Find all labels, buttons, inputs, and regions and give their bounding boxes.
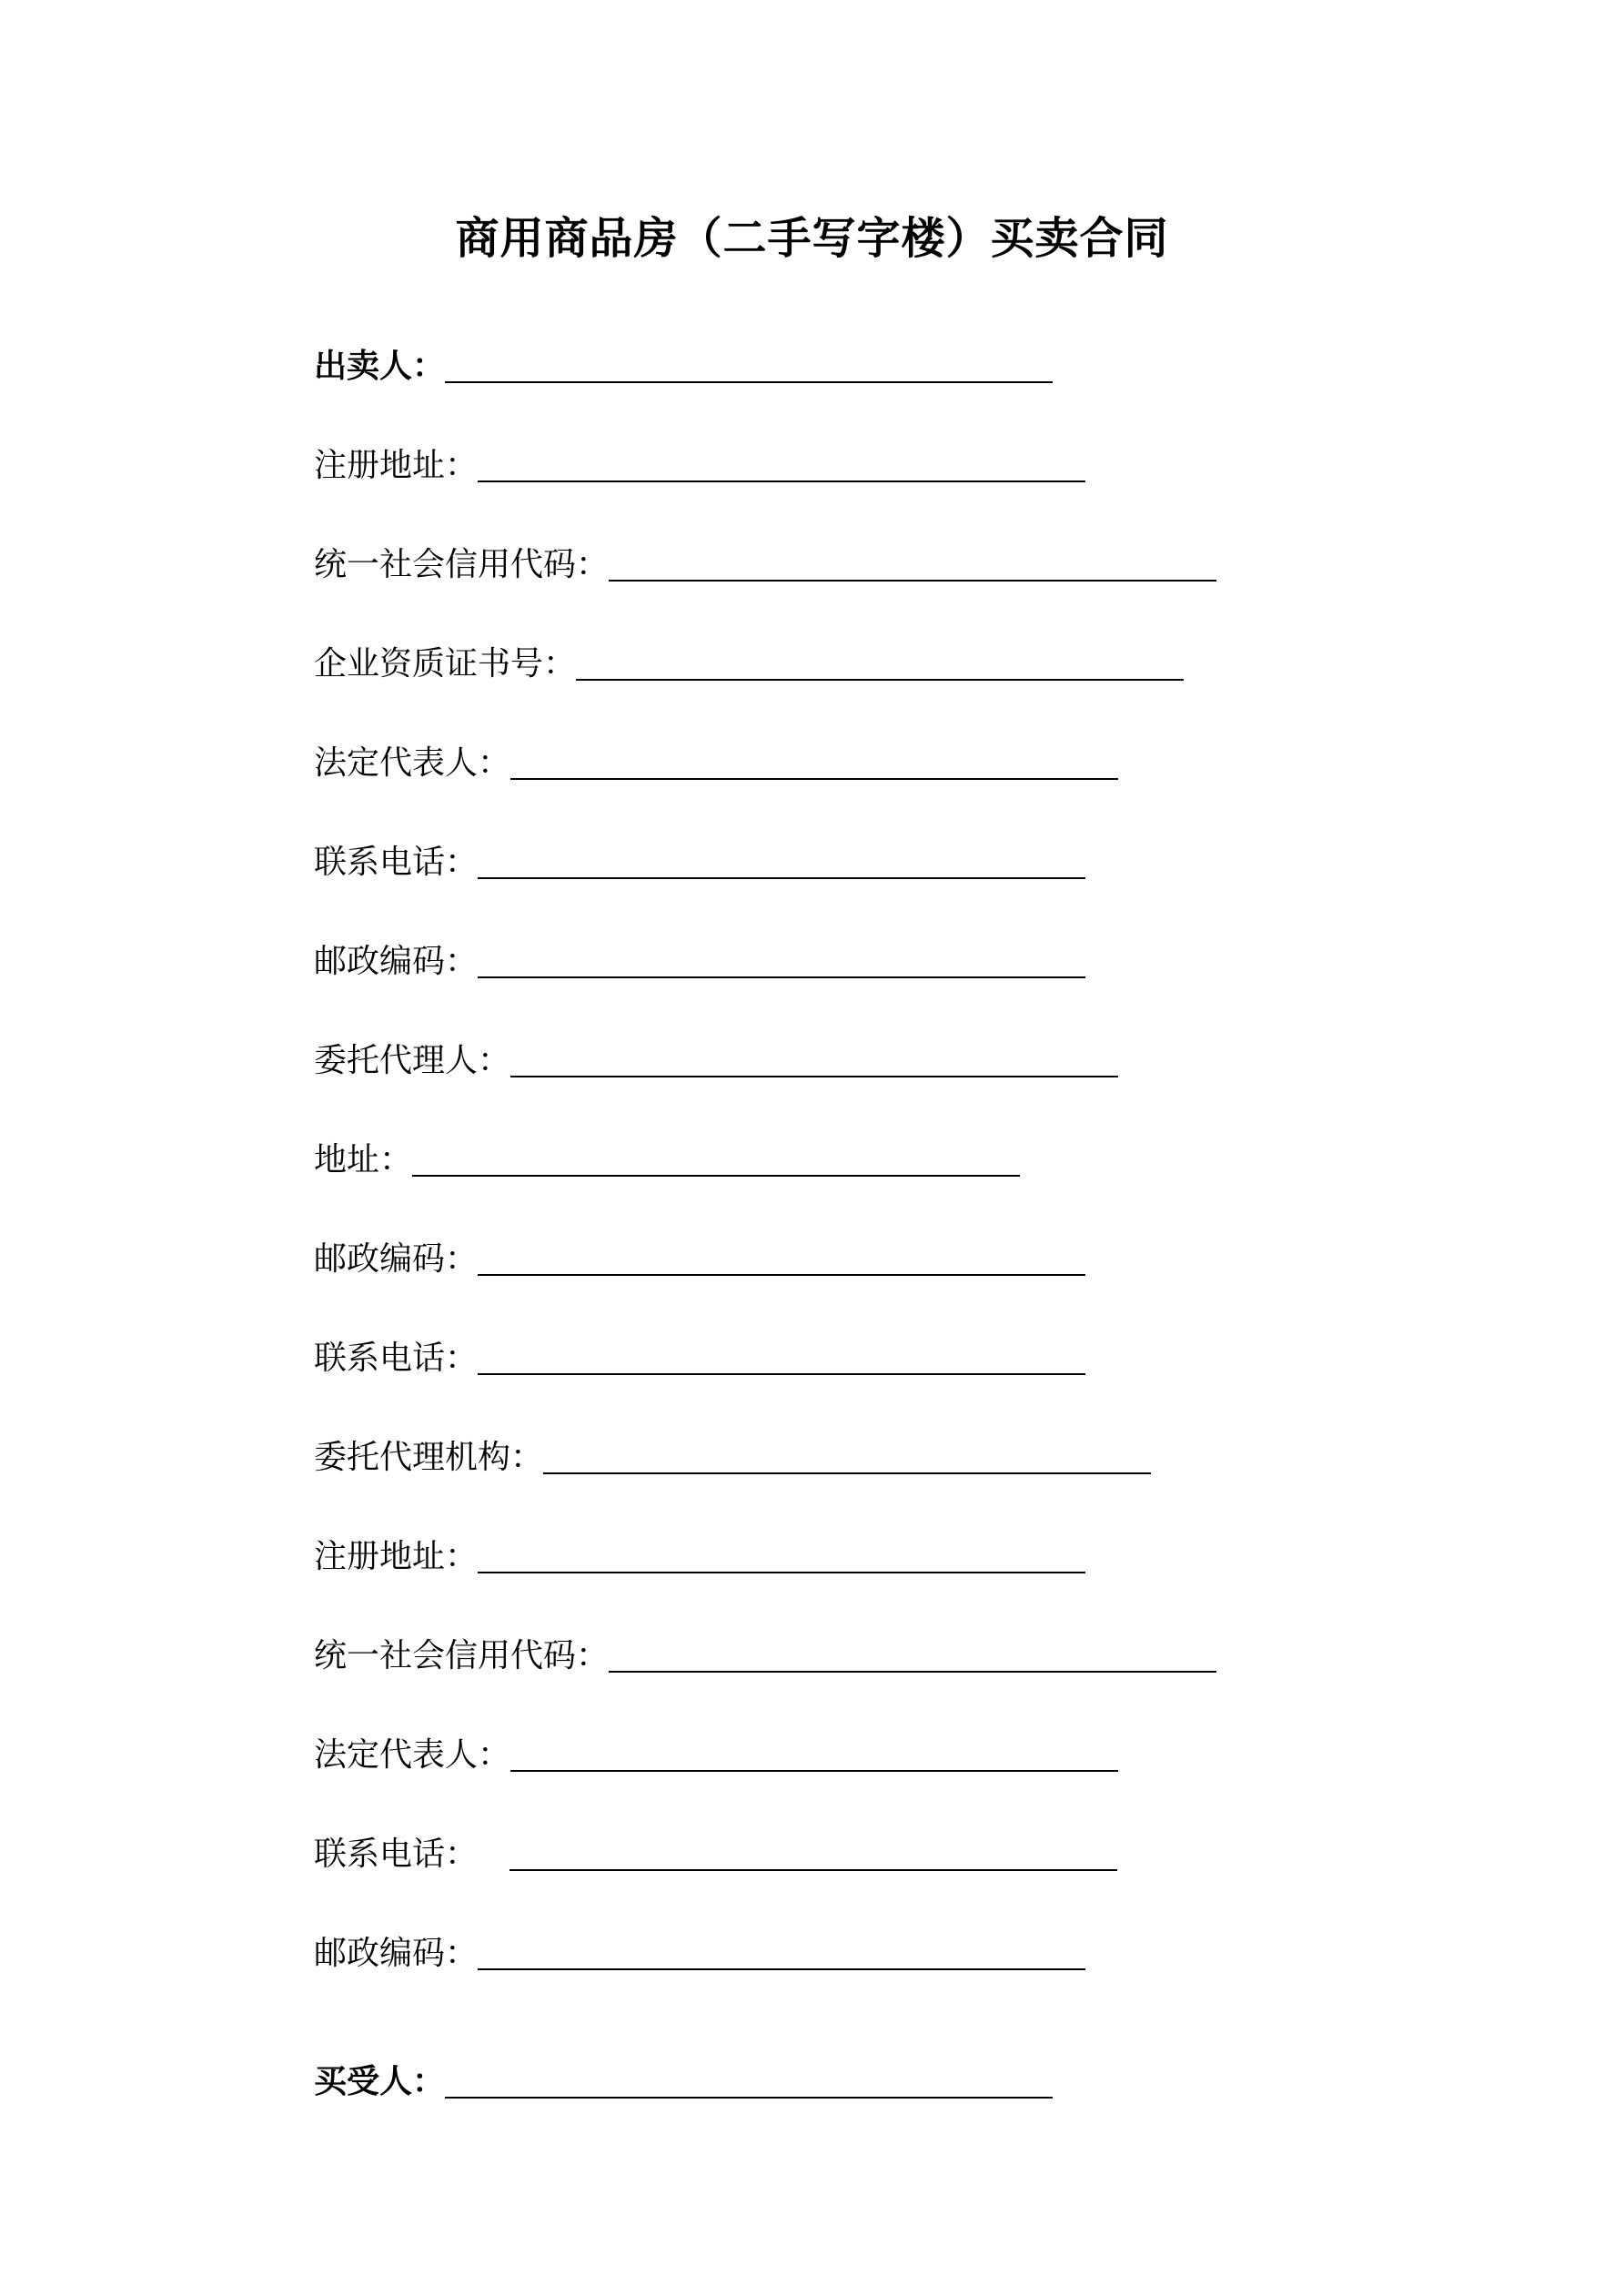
field-blank bbox=[543, 1441, 1151, 1474]
field-label: 企业资质证书号： bbox=[314, 645, 577, 683]
field-blank bbox=[609, 549, 1216, 582]
field-blank bbox=[478, 1937, 1085, 1970]
field-blank bbox=[478, 1243, 1085, 1276]
field-blank bbox=[509, 1838, 1117, 1871]
field-row-agency-postcode bbox=[314, 1937, 1406, 1970]
field-label: 邮政编码： bbox=[314, 1240, 479, 1278]
party-info-form bbox=[314, 350, 1406, 2165]
field-label: 法定代表人： bbox=[314, 1736, 511, 1774]
field-label: 委托代理机构： bbox=[314, 1439, 544, 1476]
field-label: 联系电话： bbox=[314, 1340, 479, 1377]
field-row-postcode bbox=[314, 943, 1406, 980]
field-row-address bbox=[314, 1141, 1406, 1178]
field-blank bbox=[478, 846, 1085, 879]
field-label: 注册地址： bbox=[314, 1538, 479, 1575]
field-blank bbox=[510, 1739, 1118, 1772]
field-row-registered-address bbox=[314, 447, 1406, 484]
field-row-agent-phone bbox=[314, 1342, 1406, 1375]
field-label: 联系电话： bbox=[314, 1836, 479, 1873]
field-label: 委托代理人： bbox=[314, 1042, 511, 1079]
field-blank bbox=[510, 1045, 1118, 1077]
field-row-agent-postcode bbox=[314, 1240, 1406, 1278]
field-label: 联系电话： bbox=[314, 844, 479, 881]
field-label: 法定代表人： bbox=[314, 744, 511, 782]
field-blank bbox=[609, 1640, 1216, 1673]
buyer-label: 买受人： bbox=[314, 2063, 446, 2100]
buyer-row bbox=[314, 2063, 1406, 2100]
document-title: 商用商品房（二手写字楼）买卖合同 bbox=[455, 213, 1169, 264]
field-row-legal-representative bbox=[314, 744, 1406, 782]
field-row-agency-credit-code bbox=[314, 1637, 1406, 1674]
field-blank bbox=[510, 747, 1118, 780]
field-label: 统一社会信用代码： bbox=[314, 1637, 610, 1674]
field-blank bbox=[412, 1144, 1020, 1177]
field-row-agent bbox=[314, 1042, 1406, 1079]
field-blank bbox=[478, 1342, 1085, 1375]
field-blank bbox=[478, 1541, 1085, 1573]
field-row-agency-phone bbox=[314, 1838, 1406, 1871]
field-blank bbox=[478, 450, 1085, 482]
field-row-qualification-cert bbox=[314, 645, 1406, 683]
field-blank bbox=[478, 946, 1085, 978]
field-label: 注册地址： bbox=[314, 447, 479, 484]
field-label: 统一社会信用代码： bbox=[314, 546, 610, 583]
buyer-blank bbox=[445, 2066, 1053, 2099]
seller-label: 出卖人： bbox=[314, 348, 446, 385]
field-row-agency-registered-address bbox=[314, 1538, 1406, 1575]
field-label: 邮政编码： bbox=[314, 943, 479, 980]
field-row-agency bbox=[314, 1441, 1406, 1474]
field-label: 邮政编码： bbox=[314, 1935, 479, 1972]
field-row-credit-code bbox=[314, 546, 1406, 583]
field-row-agency-legal-representative bbox=[314, 1736, 1406, 1774]
seller-blank bbox=[445, 350, 1053, 383]
field-blank bbox=[576, 648, 1184, 681]
seller-row bbox=[314, 350, 1406, 383]
field-row-phone bbox=[314, 846, 1406, 879]
field-label: 地址： bbox=[314, 1141, 413, 1178]
